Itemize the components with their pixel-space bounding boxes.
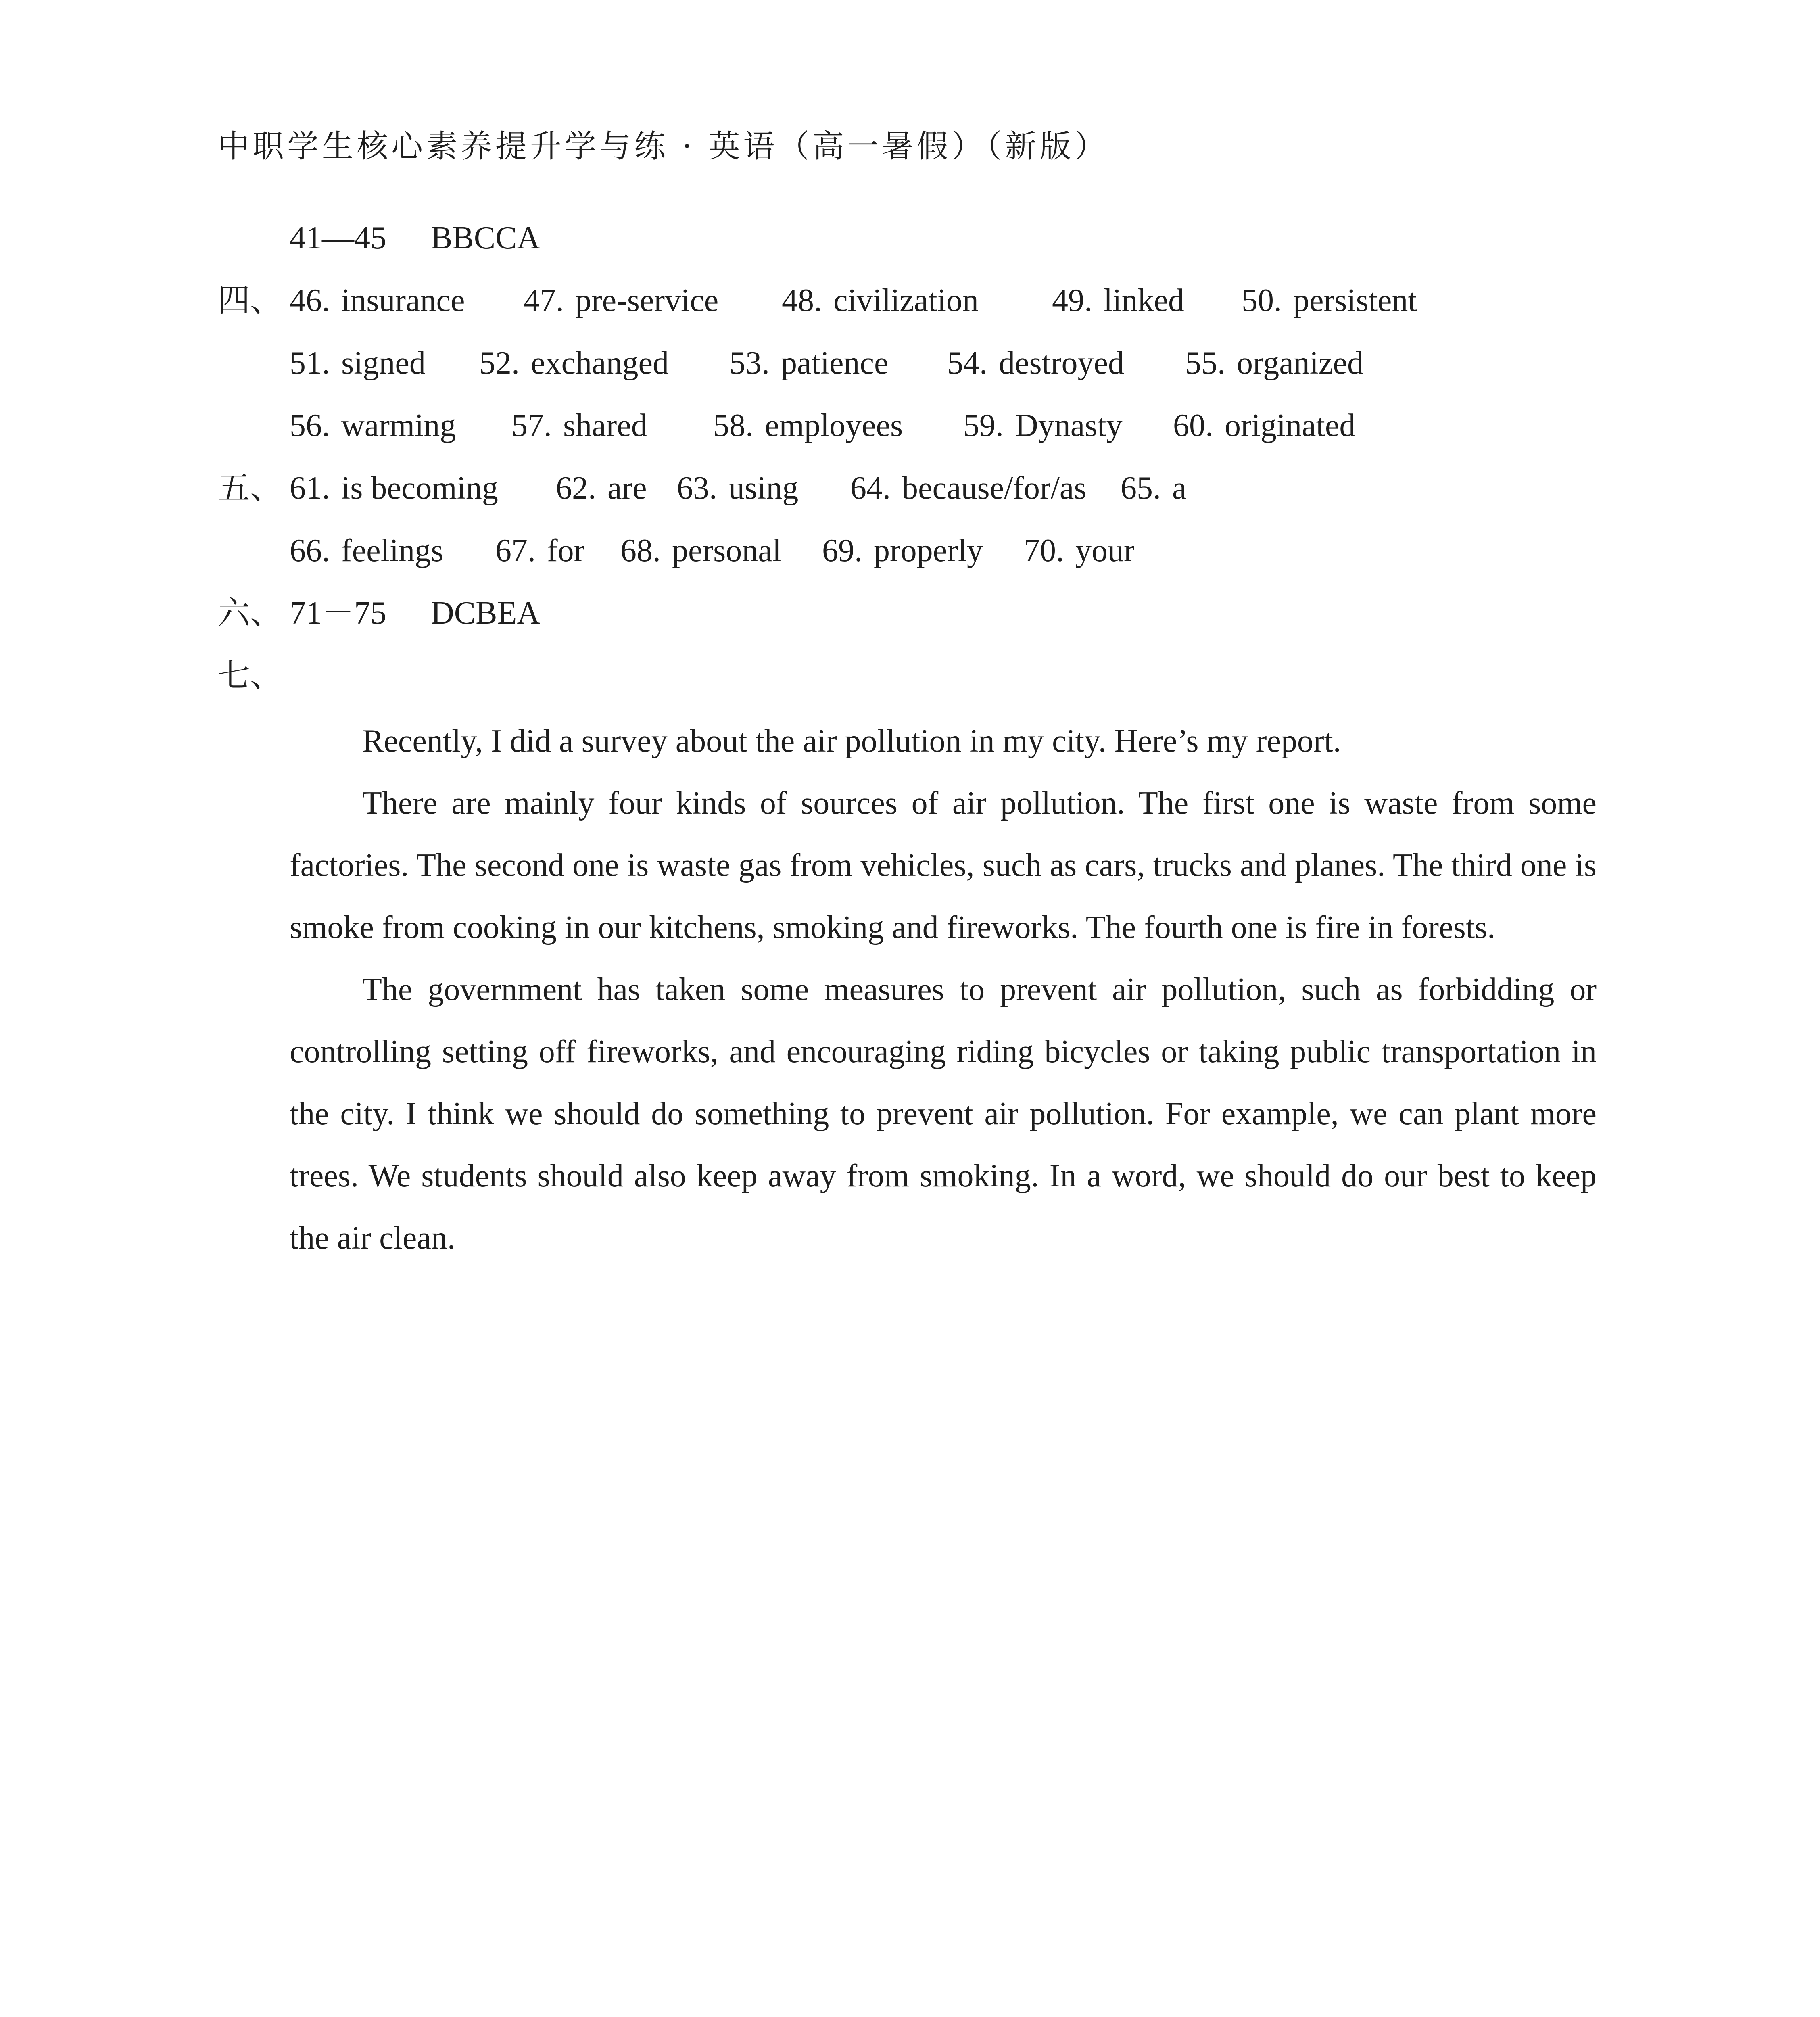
answer-item [556, 464, 677, 512]
section-mark-6: 六、 [218, 594, 282, 632]
question-number: 70. [1024, 533, 1064, 568]
question-number: 63. [677, 470, 717, 506]
answer-text: is becoming [341, 470, 498, 506]
question-number: 51. [290, 345, 330, 381]
answer-text: originated [1225, 408, 1356, 443]
answer-item [822, 526, 1024, 575]
answer-text: pre-service [575, 283, 719, 318]
answer-item [290, 464, 556, 512]
answer-item [431, 214, 540, 262]
answer-text: are [607, 470, 647, 506]
question-number: 56. [290, 408, 330, 443]
answer-item [620, 526, 822, 575]
question-number: 62. [556, 470, 596, 506]
answer-text: employees [765, 408, 903, 443]
answer-text: properly [874, 533, 983, 568]
answer-text: insurance [341, 283, 465, 318]
question-number: 64. [850, 470, 891, 506]
answer-item [524, 276, 782, 325]
answer-item [713, 401, 963, 450]
question-number: 53. [729, 345, 770, 381]
question-number: 54. [947, 345, 987, 381]
question-range: 71－75 [290, 595, 386, 631]
section-mark-5: 五、 [218, 469, 282, 507]
answer-text: your [1075, 533, 1135, 568]
answer-item [1173, 401, 1355, 450]
answer-item [1185, 339, 1363, 387]
question-number: 65. [1121, 470, 1161, 506]
essay-paragraph: Recently, I did a survey about the air pollution in my city. Here’s my report. [362, 723, 1341, 759]
question-number: 59. [963, 408, 1004, 443]
essay-paragraph: There are mainly four kinds of sources of air pollution. The first one is waste from some factories. The second one is waste gas from vehicles, such as cars, trucks and planes. The third one is smoke from cooking in our kitchens, smoking and fireworks. The fourth one is fire in forests. [290, 785, 1597, 945]
section-mark-7: 七、 [218, 657, 282, 694]
answer-item [1052, 276, 1242, 325]
question-number: 47. [524, 283, 564, 318]
answer-text: Dynasty [1015, 408, 1123, 443]
page-header-title: 中职学生核心素养提升学与练 · 英语（高一暑假）（新版） [218, 128, 1109, 165]
question-number: 52. [479, 345, 520, 381]
answer-text: warming [341, 408, 456, 443]
question-range: 41—45 [290, 220, 386, 256]
answer-text: persistent [1293, 283, 1417, 318]
question-number: 48. [782, 283, 822, 318]
answer-text: signed [341, 345, 426, 381]
essay-body [290, 710, 1597, 1269]
answer-item [290, 589, 431, 637]
essay-paragraph: The government has taken some measures to prevent air pollution, such as forbidding or controlling setting off fireworks, and encouraging riding bicycles or taking public transportation in the city. I think we should do something to prevent air pollution. For example, we can plant more trees. We students should also keep away from smoking. In a word, we should do our best to keep the air clean. [290, 972, 1597, 1256]
question-number: 67. [495, 533, 536, 568]
answer-text: linked [1104, 283, 1184, 318]
answer-text: exchanged [531, 345, 669, 381]
answer-text: civilization [833, 283, 979, 318]
answer-item [290, 214, 431, 262]
question-number: 49. [1052, 283, 1092, 318]
question-number: 66. [290, 533, 330, 568]
answer-text: BBCCA [431, 220, 541, 256]
question-number: 68. [620, 533, 661, 568]
question-number: 61. [290, 470, 330, 506]
answer-item [782, 276, 1052, 325]
answer-item [1024, 526, 1135, 575]
answer-text: a [1172, 470, 1187, 506]
section-mark-4: 四、 [218, 282, 282, 319]
answer-text: destroyed [999, 345, 1125, 381]
question-number: 58. [713, 408, 753, 443]
answer-item [947, 339, 1185, 387]
answer-item [431, 589, 540, 637]
answer-text: feelings [341, 533, 444, 568]
answer-item [290, 401, 511, 450]
answer-text: for [547, 533, 585, 568]
answer-text: using [728, 470, 799, 506]
answer-item [850, 464, 1121, 512]
answer-text: patience [781, 345, 889, 381]
answer-item [290, 276, 524, 325]
question-number: 57. [511, 408, 552, 443]
answer-text: shared [563, 408, 647, 443]
question-number: 60. [1173, 408, 1213, 443]
answer-item [290, 339, 479, 387]
answer-text: because/for/as [902, 470, 1087, 506]
answer-item [511, 401, 713, 450]
answer-item [495, 526, 620, 575]
answer-item [677, 464, 850, 512]
question-number: 46. [290, 283, 330, 318]
answer-item [963, 401, 1173, 450]
question-number: 69. [822, 533, 862, 568]
answer-text: DCBEA [431, 595, 541, 631]
answer-text: organized [1237, 345, 1363, 381]
answer-item [729, 339, 947, 387]
question-number: 50. [1242, 283, 1282, 318]
answer-item [479, 339, 729, 387]
answer-item [1121, 464, 1187, 512]
answer-text: personal [672, 533, 782, 568]
answer-item [290, 526, 495, 575]
answer-item [1242, 276, 1417, 325]
question-number: 55. [1185, 345, 1225, 381]
